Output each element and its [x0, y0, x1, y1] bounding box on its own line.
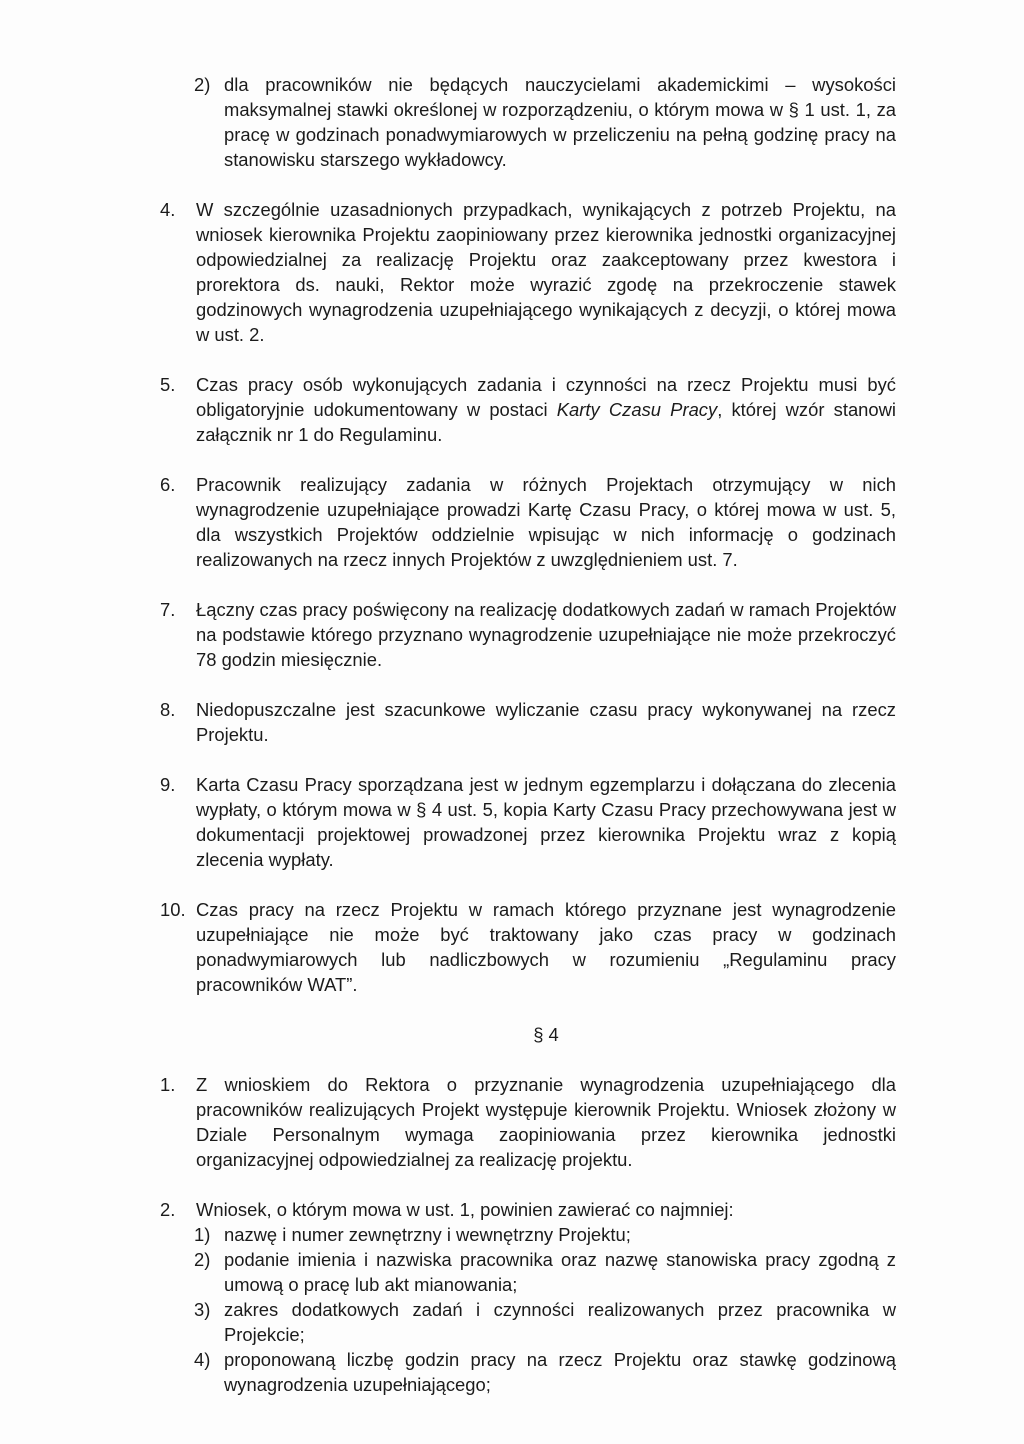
paragraph-number: 1. [160, 1074, 176, 1095]
paragraph-number: 7. [160, 599, 176, 620]
paragraph-9 [160, 772, 896, 872]
paragraph-7 [160, 597, 896, 672]
paragraph-text: Pracownik realizujący zadania w różnych Projektach otrzymujący w nich wynagrodzenie uzupełniające prowadzi Kartę Czasu Pracy, o której mowa w ust. 5, dla wszystkich Projektów oddzielnie wpisując w nich informację o godzinach realizowanych na rzecz innych Projektów z uwzględnieniem ust. 7. [196, 474, 896, 570]
paragraph-text: Niedopuszczalne jest szacunkowe wyliczanie czasu pracy wykonywanej na rzecz Projektu. [196, 699, 896, 745]
list-item [160, 1222, 896, 1247]
paragraph-text-part: Czas pracy osób wykonujących zadania i czynności na rzecz Projektu musi być obligatoryjnie udokumentowany w postaci [196, 374, 896, 420]
section-heading: § 4 [533, 1024, 559, 1045]
paragraph-8 [160, 697, 896, 747]
paragraph-number: 6. [160, 474, 176, 495]
list-item [160, 1347, 896, 1397]
paragraph-10 [160, 897, 896, 997]
paragraph-number: 5. [160, 374, 176, 395]
paragraph-text: Wniosek, o którym mowa w ust. 1, powinien zawierać co najmniej: [196, 1199, 734, 1220]
list-item-number: 3) [194, 1299, 211, 1320]
list-item-number: 2) [194, 1249, 211, 1270]
paragraph-number: 9. [160, 774, 176, 795]
item-number: 2) [194, 74, 211, 95]
list-item-number: 4) [194, 1349, 211, 1370]
paragraph-text: W szczególnie uzasadnionych przypadkach, wynikających z potrzeb Projektu, na wniosek kierownika Projektu zaopiniowany przez kierownika jednostki organizacyjnej odpowiedzialnej za realizację Projektu oraz zaakceptowany przez kwestora i prorektora ds. nauki, Rektor może wyrazić zgodę na przekroczenie stawek godzinowych wynagrodzenia uzupełniającego wynikających z decyzji, o której mowa w ust. 2. [196, 199, 896, 345]
paragraph-5 [160, 372, 896, 447]
paragraph-number: 4. [160, 199, 176, 220]
paragraph-number: 8. [160, 699, 176, 720]
paragraph-number: 2. [160, 1199, 176, 1220]
list-item-text: nazwę i numer zewnętrzny i wewnętrzny Projektu; [224, 1224, 631, 1245]
paragraph-text: Czas pracy na rzecz Projektu w ramach którego przyznane jest wynagrodzenie uzupełniające nie może być traktowany jako czas pracy w godzinach ponadwymiarowych lub nadliczbowych w rozumieniu „Regulaminu pracy pracowników WAT”. [196, 899, 896, 995]
paragraph-6 [160, 472, 896, 572]
paragraph-text: Z wnioskiem do Rektora o przyznanie wynagrodzenia uzupełniającego dla pracowników realizujących Projekt występuje kierownik Projektu. Wniosek złożony w Dziale Personalnym wymaga zaopiniowania przez kierownika jednostki organizacyjnej odpowiedzialnej za realizację projektu. [196, 1074, 896, 1170]
paragraph-text: Karta Czasu Pracy sporządzana jest w jednym egzemplarzu i dołączana do zlecenia wypłaty, o którym mowa w § 4 ust. 5, kopia Karty Czasu Pracy przechowywana jest w dokumentacji projektowej prowadzonej przez kierownika Projektu wraz z kopią zlecenia wypłaty. [196, 774, 896, 870]
list-item-text: zakres dodatkowych zadań i czynności realizowanych przez pracownika w Projekcie; [224, 1299, 896, 1345]
list-item-text: proponowaną liczbę godzin pracy na rzecz Projektu oraz stawkę godzinową wynagrodzenia uzupełniającego; [224, 1349, 896, 1395]
list-item [160, 1247, 896, 1297]
paragraph-text: Łączny czas pracy poświęcony na realizację dodatkowych zadań w ramach Projektów na podstawie którego przyznano wynagrodzenie uzupełniające nie może przekroczyć 78 godzin miesięcznie. [196, 599, 896, 670]
paragraph-s4-2 [160, 1197, 896, 1222]
paragraph-3-item-2 [160, 72, 896, 172]
item-text: dla pracowników nie będących nauczycielami akademickimi – wysokości maksymalnej stawki określonej w rozporządzeniu, o którym mowa w § 1 ust. 1, za pracę w godzinach ponadwymiarowych w przeliczeniu na pełną godzinę pracy na stanowisku starszego wykładowcy. [224, 74, 896, 170]
paragraph-4 [160, 197, 896, 347]
paragraph-text-part: , której wzór stanowi załącznik nr 1 do Regulaminu. [196, 399, 896, 445]
paragraph-text-italic: Karty Czasu Pracy [556, 399, 718, 420]
paragraph-text [196, 374, 896, 445]
document-body [160, 72, 896, 1397]
paragraph-number: 10. [160, 899, 186, 920]
list-item [160, 1297, 896, 1347]
list-item-number: 1) [194, 1224, 211, 1245]
list-item-text: podanie imienia i nazwiska pracownika oraz nazwę stanowiska pracy zgodną z umową o pracę lub akt mianowania; [224, 1249, 896, 1295]
paragraph-s4-1 [160, 1072, 896, 1172]
